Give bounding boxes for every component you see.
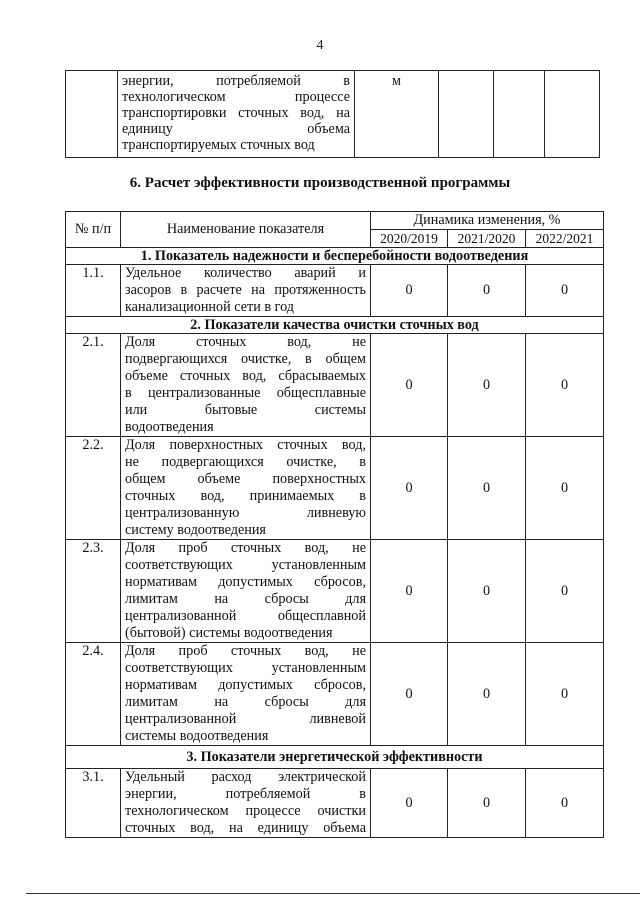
row-name-line: подвергающихся очистке, в общем: [125, 351, 366, 367]
row-value: 0: [448, 437, 526, 540]
row-value: 0: [526, 643, 604, 746]
row-name-line: энергии, потребляемой в: [125, 786, 366, 802]
row-name: [121, 540, 371, 643]
row-name-line: водоотведения: [125, 419, 214, 435]
row-name: [121, 643, 371, 746]
continuation-line: энергии, потребляемой в: [122, 73, 350, 89]
row-num: 2.3.: [66, 540, 121, 643]
row-name-line: не подвергающихся очистке, в: [125, 454, 366, 470]
row-value: 0: [526, 437, 604, 540]
row-name-line: систему водоотведения: [125, 522, 266, 538]
group-title: 1. Показатель надежности и бесперебойности водоотведения: [66, 248, 604, 265]
row-value: 0: [448, 540, 526, 643]
row-name-line: Доля проб сточных вод, не: [125, 643, 366, 659]
group-title: 2. Показатели качества очистки сточных вод: [66, 317, 604, 334]
row-name-line: Доля поверхностных сточных вод,: [125, 437, 366, 453]
row-num: 1.1.: [66, 265, 121, 317]
row-value: 0: [526, 334, 604, 437]
continuation-empty-cell: [494, 71, 545, 158]
table-row: [66, 265, 604, 317]
row-num: 2.4.: [66, 643, 121, 746]
row-value: 0: [526, 769, 604, 838]
row-name-line: или бытовые системы: [125, 402, 366, 418]
row-name-line: соответствующих установленным: [125, 660, 366, 676]
continuation-line: транспортировки сточных вод, на: [122, 105, 350, 121]
table-row: [66, 334, 604, 437]
efficiency-table: [65, 211, 604, 838]
row-name-line: Доля сточных вод, не: [125, 334, 366, 350]
row-name-line: объеме сточных вод, сбрасываемых: [125, 368, 366, 384]
row-num: 2.1.: [66, 334, 121, 437]
row-name: [121, 265, 371, 317]
row-name-line: в централизованные общесплавные: [125, 385, 366, 401]
row-value: 0: [448, 769, 526, 838]
row-name-line: централизованной общесплавной: [125, 608, 366, 624]
row-name-line: сточных вод, принимаемых в: [125, 488, 366, 504]
row-value: 0: [448, 643, 526, 746]
col-num-header: № п/п: [66, 212, 121, 248]
row-value: 0: [371, 643, 448, 746]
continuation-empty-cell: [439, 71, 494, 158]
row-name-line: (бытовой) системы водоотведения: [125, 625, 333, 641]
row-num: 2.2.: [66, 437, 121, 540]
group-row: [66, 317, 604, 334]
page-number: 4: [316, 38, 324, 53]
row-value: 0: [371, 334, 448, 437]
continuation-row: [66, 71, 600, 158]
row-value: 0: [371, 769, 448, 838]
continuation-line: технологическом процессе: [122, 89, 350, 105]
continuation-table: [65, 70, 600, 158]
continuation-name-cell: [118, 71, 355, 158]
dynamics-header: Динамика изменения, %: [371, 212, 604, 230]
row-name-line: технологическом процессе очистки: [125, 803, 366, 819]
section-title: 6. Расчет эффективности производственной программы: [129, 175, 511, 191]
group-row: [66, 746, 604, 769]
continuation-line: транспортируемых сточных вод: [122, 137, 315, 153]
continuation-num-cell: [66, 71, 118, 158]
row-value: 0: [371, 437, 448, 540]
row-name-line: канализационной сети в год: [125, 299, 294, 315]
header-row: [66, 212, 604, 230]
table-row: [66, 540, 604, 643]
page-bottom-rule: [26, 893, 640, 894]
row-value: 0: [448, 265, 526, 317]
table-row: [66, 437, 604, 540]
row-value: 0: [371, 265, 448, 317]
year-header: 2022/2021: [526, 230, 604, 248]
row-value: 0: [526, 265, 604, 317]
row-name-line: общем объеме поверхностных: [125, 471, 366, 487]
row-name-line: Доля проб сточных вод, не: [125, 540, 366, 556]
row-name-line: нормативам допустимых сбросов,: [125, 574, 366, 590]
group-title: 3. Показатели энергетической эффективности: [66, 746, 604, 769]
row-name-line: сточных вод, на единицу объема: [125, 820, 366, 836]
row-name-line: лимитам на сбросы для: [125, 694, 366, 710]
row-name-line: централизованной ливневой: [125, 711, 366, 727]
row-name: [121, 437, 371, 540]
row-name: [121, 334, 371, 437]
continuation-line: единицу объема: [122, 121, 350, 137]
row-value: 0: [371, 540, 448, 643]
row-value: 0: [526, 540, 604, 643]
continuation-empty-cell: [545, 71, 600, 158]
year-header: 2020/2019: [371, 230, 448, 248]
row-name-line: Удельный расход электрической: [125, 769, 366, 785]
year-header: 2021/2020: [448, 230, 526, 248]
row-name-line: соответствующих установленным: [125, 557, 366, 573]
row-name-line: засоров в расчете на протяженность: [125, 282, 366, 298]
row-name-line: системы водоотведения: [125, 728, 269, 744]
row-num: 3.1.: [66, 769, 121, 838]
row-name-line: нормативам допустимых сбросов,: [125, 677, 366, 693]
group-row: [66, 248, 604, 265]
table-row: [66, 643, 604, 746]
row-name-line: централизованную ливневую: [125, 505, 366, 521]
row-name-line: Удельное количество аварий и: [125, 265, 366, 281]
table-row: [66, 769, 604, 838]
row-name: [121, 769, 371, 838]
row-name-line: лимитам на сбросы для: [125, 591, 366, 607]
continuation-unit-cell: м: [355, 71, 439, 158]
row-value: 0: [448, 334, 526, 437]
col-name-header: Наименование показателя: [121, 212, 371, 248]
